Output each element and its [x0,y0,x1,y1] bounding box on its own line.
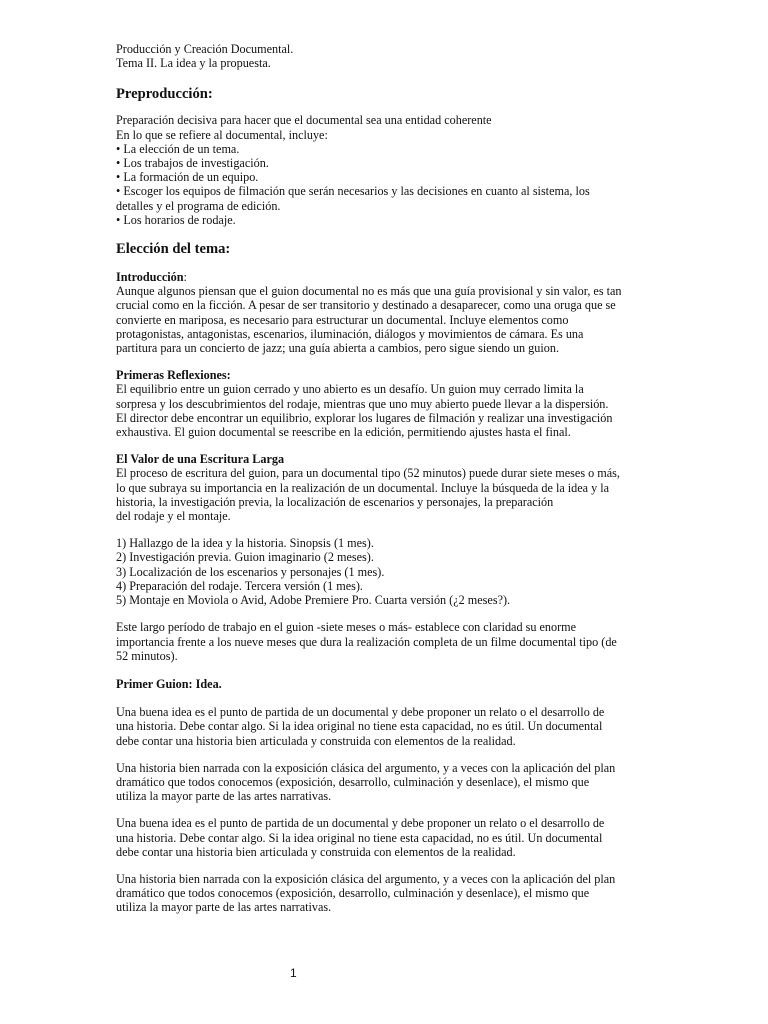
text-line: detalles y el programa de edición. [116,198,281,213]
text-line: El director debe encontrar un equilibrio, explorar los lugares de filmación y realizar una investigación [116,410,613,425]
text-line: Una historia bien narrada con la exposición clásica del argumento, y a veces con la aplicación del plan [116,871,616,886]
text-line: Una buena idea es el punto de partida de un documental y debe proponer un relato o el desarrollo de [116,705,605,720]
text-line: Aunque algunos piensan que el guion documental no es más que una guía provisional y sin valor, es tan [116,284,622,299]
list-item: 4) Preparación del rodaje. Tercera versión (1 mes). [116,578,363,593]
text-line: utiliza la mayor parte de las artes narrativas. [116,900,332,915]
text-line: debe contar una historia bien articulada y construida con elementos de la realidad. [116,733,516,748]
list-item: 3) Localización de los escenarios y personajes (1 mes). [116,564,385,579]
text-line: historia, la investigación previa, la localización de escenarios y personajes, la preparación [116,494,554,509]
paragraph [116,816,664,859]
text-line: Este largo período de trabajo en el guion -siete meses o más- establece con claridad su enorme [116,620,577,635]
text-line: En lo que se refiere al documental, incluye: [116,127,328,142]
intro-label: Introducción [116,270,184,285]
text-line: lo que subraya su importancia en la realización de un documental. Incluye la búsqueda de la idea y la [116,480,610,495]
paragraph [116,705,664,748]
list-item: 1) Hallazgo de la idea y la historia. Sinopsis (1 mes). [116,536,374,551]
text-line: importancia frente a los nueve meses que dura la realización completa de un filme documental tipo (de [116,634,617,649]
text-line: El equilibrio entre un guion cerrado y uno abierto es un desafío. Un guion muy cerrado limita la [116,382,584,397]
paragraph [116,872,664,915]
bullet-item: • Los horarios de rodaje. [116,212,236,227]
header-line: Producción y Creación Documental. [116,42,294,56]
text-line: convierte en mariposa, es necesario para estructurar un documental. Incluye elementos como [116,312,569,327]
preproduccion-body [116,113,664,227]
list-item: 5) Montaje en Moviola o Avid, Adobe Premiere Pro. Cuarta versión (¿2 meses?). [116,593,511,608]
document-header [116,42,664,70]
text-line: sorpresa y los descubrimientos del rodaje, mientras que uno muy abierto puede llevar a la dispersión. [116,396,609,411]
page-number: 1 [290,966,297,980]
subheading-primer-guion: Primer Guion: Idea. [116,676,222,691]
intro-heading-line [116,270,664,284]
text-line: del rodaje y el montaje. [116,509,231,524]
subheading-reflexiones: Primeras Reflexiones: [116,368,231,383]
text-line: dramático que todos conocemos (exposición, desarrollo, culminación y desenlace), el mismo que [116,774,590,789]
bullet-item: • La formación de un equipo. [116,170,259,185]
text-line: utiliza la mayor parte de las artes narrativas. [116,789,332,804]
text-line: exhaustiva. El guion documental se reescribe en la edición, permitiendo ajustes hasta el final. [116,425,571,440]
text-line: debe contar una historia bien articulada y construida con elementos de la realidad. [116,844,516,859]
largo-periodo-paragraph [116,620,664,663]
intro-block [116,270,664,355]
steps-list [116,536,664,607]
text-line: Preparación decisiva para hacer que el documental sea una entidad coherente [116,113,492,128]
text-line: Una buena idea es el punto de partida de un documental y debe proponer un relato o el desarrollo de [116,816,605,831]
section-heading-preproduccion: Preproducción: [116,86,213,103]
header-line: Tema II. La idea y la propuesta. [116,56,271,71]
section-heading-eleccion: Elección del tema: [116,241,231,258]
bullet-item: • La elección de un tema. [116,141,240,156]
subheading-valor: El Valor de una Escritura Larga [116,452,285,467]
bullet-item: • Escoger los equipos de filmación que serán necesarios y las decisiones en cuanto al sistema, los [116,184,590,199]
bullet-item: • Los trabajos de investigación. [116,156,269,171]
reflexiones-block [116,368,664,439]
text-line: dramático que todos conocemos (exposición, desarrollo, culminación y desenlace), el mismo que [116,886,590,901]
intro-colon: : [183,270,187,285]
text-line: Una historia bien narrada con la exposición clásica del argumento, y a veces con la aplicación del plan [116,760,616,775]
text-line: El proceso de escritura del guion, para un documental tipo (52 minutos) puede durar siete meses o más, [116,466,620,481]
paragraph [116,761,664,804]
text-line: 52 minutos). [116,648,178,663]
list-item: 2) Investigación previa. Guion imaginario (2 meses). [116,550,374,565]
valor-block [116,452,664,523]
text-line: protagonistas, antagonistas, escenarios, iluminación, diálogos y movimientos de cámara. Es una [116,326,584,341]
text-line: una historia. Debe contar algo. Si la idea original no tiene esta capacidad, no es útil. Un documental [116,830,603,845]
text-line: crucial como en la ficción. A pesar de ser transitorio y destinado a desaparecer, como una oruga que se [116,298,616,313]
text-line: una historia. Debe contar algo. Si la idea original no tiene esta capacidad, no es útil. Un documental [116,719,603,734]
text-line: partitura para un concierto de jazz; una guía abierta a cambios, pero sigue siendo un guion. [116,341,559,356]
